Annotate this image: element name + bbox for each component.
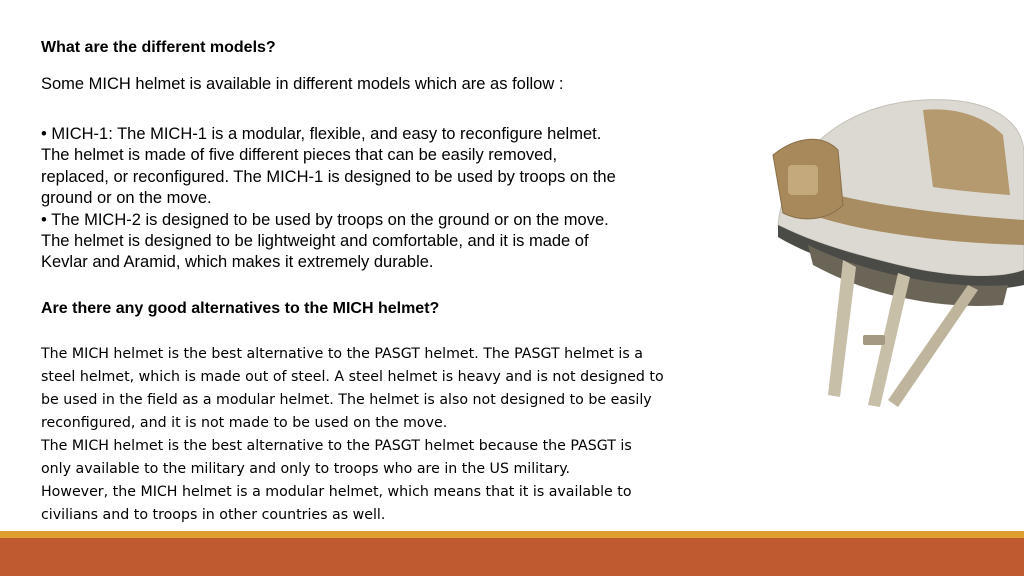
models-line: • MICH-1: The MICH-1 is a modular, flexible, and easy to reconfigure helmet. (41, 125, 602, 143)
footer-band (0, 538, 1024, 576)
models-line: replaced, or reconfigured. The MICH-1 is designed to be used by troops on the (41, 167, 616, 186)
alternatives-line: civilians and to troops in other countries as well. (41, 507, 386, 523)
models-line: The helmet is designed to be lightweight and comfortable, and it is made of (41, 232, 589, 251)
section-heading-alternatives: Are there any good alternatives to the MICH helmet? (41, 300, 440, 317)
intro-text: Some MICH helmet is available in different models which are as follow : (41, 75, 564, 93)
strap-buckle (863, 335, 885, 345)
helmet-image (748, 95, 1024, 415)
footer-accent-bar (0, 531, 1024, 538)
alternatives-line: be used in the field as a modular helmet. The helmet is also not designed to be easily (41, 392, 652, 408)
alternatives-paragraph (41, 343, 731, 527)
alternatives-line: only available to the military and only to troops who are in the US military. (41, 461, 571, 477)
models-line: The helmet is made of five different pieces that can be easily removed, (41, 146, 558, 165)
section-heading-models: What are the different models? (41, 39, 276, 56)
chin-strap (828, 260, 856, 397)
alternatives-line: The MICH helmet is the best alternative to the PASGT helmet. The PASGT helmet is a (41, 346, 643, 362)
alternatives-line: reconfigured, and it is not made to be used on the move. (41, 415, 448, 431)
models-line: • The MICH-2 is designed to be used by troops on the ground or on the move. (41, 210, 609, 229)
alternatives-line: The MICH helmet is the best alternative to the PASGT helmet because the PASGT is (41, 438, 632, 454)
models-line: Kevlar and Aramid, which makes it extremely durable. (41, 253, 434, 272)
alternatives-line: However, the MICH helmet is a modular helmet, which means that it is available to (41, 484, 632, 500)
alternatives-line: steel helmet, which is made out of steel. A steel helmet is heavy and is not designed to (41, 369, 664, 385)
models-line: ground or on the move. (41, 189, 212, 208)
models-list (41, 124, 741, 274)
